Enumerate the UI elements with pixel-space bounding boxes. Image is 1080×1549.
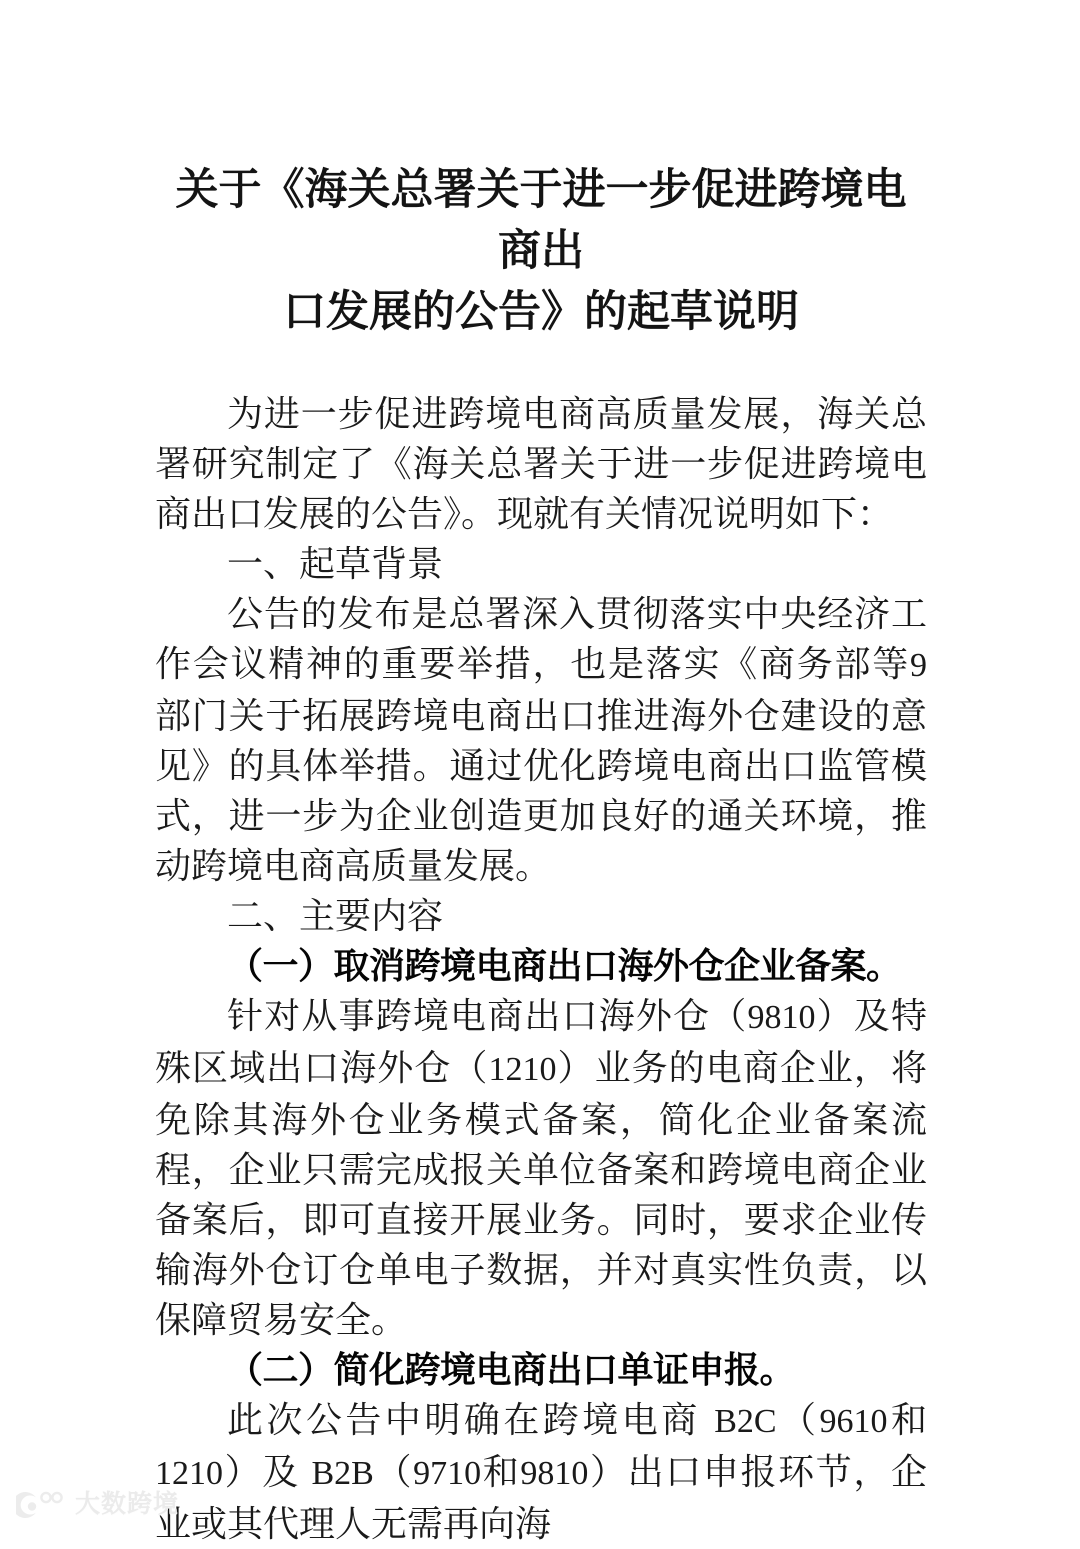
sub-two-text-4: ）及 [223,1451,312,1492]
section-heading-two: 二、主要内容 [227,895,444,936]
page-title-line-1: 关于《海关总署关于进一步促进跨境电商出 [175,166,907,275]
intro-paragraph: 为进一步促进跨境电商高质量发展，海关总署研究制定了《海关总署关于进一步促进跨境电商出口发展的公告》。现就有关情况说明如下： [155,393,927,534]
customs-code-9810-b: 9810 [520,1455,589,1492]
trade-mode-b2b: B2B [311,1455,374,1492]
customs-code-1210-b: 1210 [155,1455,223,1492]
sub-two-text-2: （ [776,1399,820,1440]
subsection-heading-two: （二）简化跨境电商出口单证申报。 [227,1349,796,1390]
customs-code-9810: 9810 [747,999,816,1036]
customs-code-9610: 9610 [819,1403,888,1440]
sub-two-text-5: （ [373,1451,414,1492]
section-heading-one: 一、起草背景 [227,543,444,584]
section-one-paragraph [155,589,927,891]
subsection-one-paragraph [155,991,927,1345]
customs-code-1210: 1210 [488,1051,557,1088]
sub-two-text-1: 此次公告中明确在跨境电商 [227,1399,715,1440]
section-one-text-a: 公告的发布是总署深入贯彻落实中央经济工作会议精神的重要举措，也是落实《商务部等 [155,593,927,684]
customs-code-9710: 9710 [413,1455,482,1492]
sub-two-text-3: 和 [887,1399,927,1440]
page-title [155,0,927,343]
subsection-two-paragraph [155,1395,927,1549]
document-content [155,0,927,1549]
subsection-heading-one: （一）取消跨境电商出口海外仓企业备案。 [227,945,902,986]
section-one-number: 9 [910,647,927,684]
trade-mode-b2c: B2C [714,1403,777,1440]
document-body [155,389,927,1549]
sub-one-text-3: ）业务的电商企业，将免除其海外仓业务模式备案，简化企业备案流程，企业只需完成报关单位备案和跨境电商企业备案后，即可直接开展业务。同时，要求企业传输海外仓订仓单电子数据，并对真实性负责，以保障贸易安全。 [155,1047,927,1340]
sub-one-text-1: 针对从事跨境电商出口海外仓（ [227,995,748,1036]
watermark-text: 大数跨境 [75,1489,180,1518]
sub-two-text-6: 和 [481,1451,521,1492]
sub-one-text-2: ）及特殊区域出口海外仓（ [155,995,927,1088]
page-title-line-2: 口发展的公告》的起草说明 [283,288,799,336]
circle-logo-icon [16,1490,68,1518]
sub-two-text-7: ）出口申报环节，企业或其代理人无需再向海 [155,1451,927,1544]
section-one-text-c: 部门关于拓展跨境电商出口推进海外仓建设的意见》的具体举措。通过优化跨境电商出口监管模式，进一步为企业创造更加良好的通关环境，推动跨境电商高质量发展。 [155,695,927,886]
